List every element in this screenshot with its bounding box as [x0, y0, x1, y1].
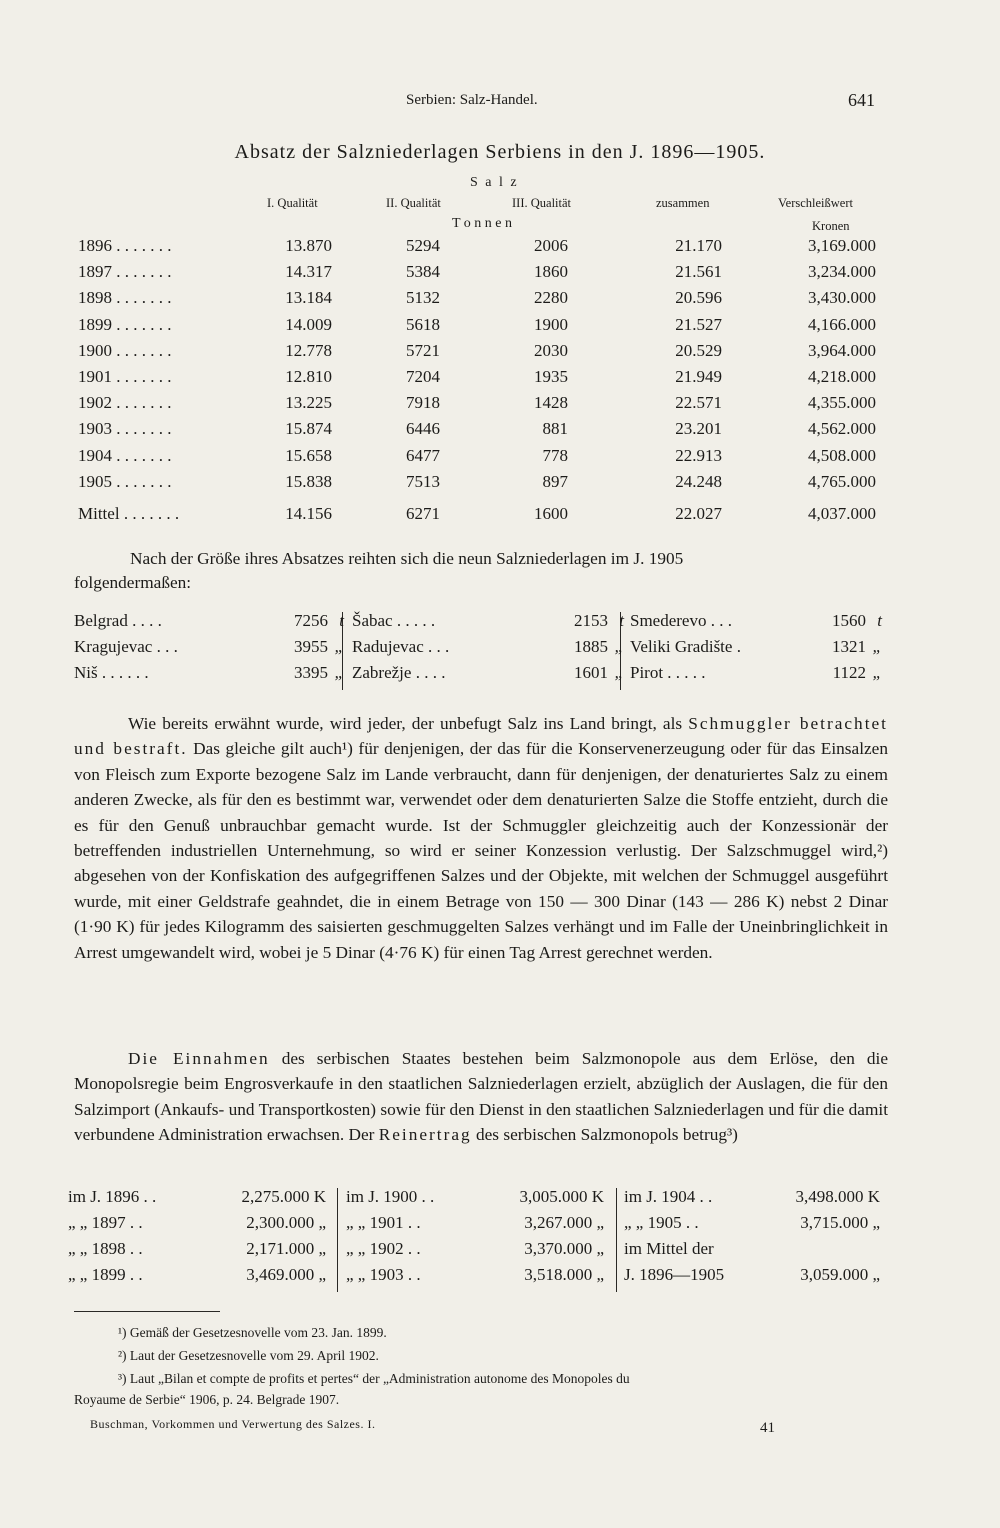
table-row — [0, 393, 1000, 418]
q1-cell: 13.870 — [285, 236, 332, 255]
q3-cell: 2030 — [534, 340, 568, 360]
year-cell: 1905 . . . . . . . — [78, 471, 172, 491]
mittel-q1: 14.156 — [285, 504, 332, 523]
revenue-item — [624, 1265, 880, 1290]
q1-cell: 14.009 — [285, 314, 332, 334]
revenue-year: „ „ 1898 . . — [68, 1239, 143, 1258]
ranking-unit: t — [619, 611, 624, 630]
table-row — [0, 419, 1000, 444]
imprint: Buschman, Vorkommen und Verwertung des Salzes. I. — [90, 1417, 376, 1431]
value-cell: 3,234.000 — [808, 262, 876, 282]
ranking-unit: t — [339, 611, 344, 630]
revenue-divider-2 — [616, 1188, 617, 1292]
revenue-item — [346, 1239, 604, 1264]
q2-cell: 6446 — [406, 419, 440, 439]
q2-cell: 5132 — [406, 288, 440, 308]
revenue-year: „ „ 1899 . . — [68, 1265, 143, 1284]
ranking-item — [352, 611, 630, 635]
value-cell: 3,964.000 — [808, 340, 876, 360]
paragraph-revenue: Die Einnahmen des serbischen Staates bestehen beim Salzmonopole aus dem Erlöse, den die Monopolsregie beim Engrosverkaufe in den staatlichen Salzniederlagen erzielt, abzüglich der Auslagen, die für den Salzimport (Ankaufs- und Transportkosten) sowie für den Dienst in den staatlichen Salzniederlagen und für die damit verbundene Administration erwachsen. Der Reinertrag des serbischen Salzmonopols betrug³) — [74, 1049, 888, 1145]
year-cell: 1902 . . . . . . . — [78, 393, 172, 413]
ranking-item — [352, 637, 630, 661]
q1-cell: 13.225 — [285, 393, 332, 413]
revenue-item — [68, 1265, 326, 1290]
ranking-place: Pirot . . . . . — [630, 663, 706, 682]
ranking-place: Šabac . . . . . — [352, 611, 436, 630]
q1-cell: 15.874 — [285, 419, 332, 439]
revenue-amount: 3,370.000 „ — [524, 1239, 604, 1258]
ranking-place: Smederevo . . . — [630, 611, 732, 630]
revenue-item — [624, 1239, 880, 1264]
ranking-place: Belgrad . . . . — [74, 611, 162, 630]
table-row — [0, 315, 1000, 340]
total-cell: 22.571 — [675, 393, 722, 413]
column-header-q3: III. Qualität — [512, 196, 572, 210]
q3-cell: 1935 — [534, 367, 568, 386]
revenue-amount: 3,469.000 „ — [246, 1265, 326, 1284]
q2-cell: 5384 — [406, 262, 440, 282]
year-cell: 1898 . . . . . . . — [78, 288, 172, 308]
q2-cell: 5618 — [406, 314, 440, 334]
total-cell: 21.561 — [675, 262, 722, 282]
mittel-q3: 1600 — [534, 504, 568, 523]
emphasis-reinertrag: Reinertrag — [378, 1125, 472, 1145]
q1-cell: 15.838 — [285, 471, 332, 491]
total-cell: 23.201 — [675, 419, 722, 439]
value-cell: 3,430.000 — [808, 288, 876, 308]
year-cell: 1896 . . . . . . . — [78, 236, 172, 255]
revenue-item — [624, 1213, 880, 1238]
value-cell: 4,355.000 — [808, 393, 876, 413]
revenue-item — [624, 1187, 880, 1212]
ranking-intro: Nach der Größe ihres Absatzes reihten sich die neun Salzniederlagen im J. 1905 — [130, 549, 684, 568]
revenue-amount: 2,171.000 „ — [246, 1239, 326, 1258]
table-row — [0, 341, 1000, 366]
revenue-item — [68, 1187, 326, 1212]
ranking-amount: 1885 — [574, 637, 608, 656]
ranking-item — [74, 663, 350, 687]
ranking-item — [74, 611, 350, 635]
ranking-item — [630, 637, 888, 661]
revenue-year: „ „ 1901 . . — [346, 1213, 421, 1232]
total-cell: 21.170 — [675, 236, 722, 255]
footnote-3: ³) Laut „Bilan et compte de profits et pertes“ der „Administration autonome des Monopoles du — [118, 1371, 630, 1386]
revenue-year: „ „ 1905 . . — [624, 1213, 699, 1232]
ranking-amount: 1601 — [574, 663, 608, 682]
q2-cell: 7204 — [406, 367, 440, 386]
revenue-amount: 3,005.000 K — [519, 1187, 604, 1206]
ranking-unit: „ — [872, 637, 882, 656]
q3-cell: 2006 — [534, 236, 568, 255]
revenue-year: im Mittel der — [624, 1239, 714, 1258]
column-header-value: Verschleißwert — [778, 196, 853, 210]
ranking-amount: 1122 — [832, 663, 866, 682]
ranking-place: Kragujevac . . . — [74, 637, 178, 656]
emphasis-einnahmen: Die Einnahmen — [128, 1049, 270, 1068]
table-row — [0, 472, 1000, 497]
ranking-unit: „ — [614, 637, 624, 656]
q3-cell: 881 — [542, 419, 568, 439]
revenue-amount: 3,059.000 „ — [800, 1265, 880, 1284]
signature-mark: 41 — [760, 1420, 775, 1436]
revenue-year: „ „ 1903 . . — [346, 1265, 421, 1284]
revenue-amount: 2,275.000 K — [241, 1187, 326, 1206]
footnote-rule — [74, 1311, 220, 1312]
q2-cell: 5294 — [406, 236, 440, 255]
q2-cell: 5721 — [406, 340, 440, 360]
ranking-unit: „ — [614, 663, 624, 682]
revenue-item — [346, 1265, 604, 1290]
revenue-year: im J. 1900 . . — [346, 1187, 435, 1206]
revenue-amount: 3,498.000 K — [795, 1187, 880, 1206]
ranking-item — [352, 663, 630, 687]
footnote-3-cont: Royaume de Serbie“ 1906, p. 24. Belgrade 1907. — [74, 1392, 340, 1407]
mittel-label: Mittel . . . . . . . — [78, 504, 180, 523]
revenue-year: im J. 1904 . . — [624, 1187, 713, 1206]
revenue-item — [68, 1213, 326, 1238]
revenue-amount: 3,715.000 „ — [800, 1213, 880, 1232]
ranking-amount: 3955 — [294, 637, 328, 656]
table-row — [0, 262, 1000, 287]
footnote-1: ¹) Gemäß der Gesetzesnovelle vom 23. Jan. 1899. — [118, 1325, 387, 1340]
year-cell: 1900 . . . . . . . — [78, 340, 172, 360]
revenue-year: J. 1896—1905 — [624, 1265, 725, 1284]
value-cell: 4,218.000 — [808, 367, 876, 386]
table-group-header: S a l z — [470, 175, 519, 190]
q2-cell: 6477 — [406, 445, 440, 465]
page-number: 641 — [848, 90, 875, 110]
ranking-amount: 7256 — [294, 611, 328, 630]
q1-cell: 12.778 — [285, 340, 332, 360]
mittel-row — [0, 504, 1000, 529]
revenue-year: „ „ 1902 . . — [346, 1239, 421, 1258]
ranking-intro-cont: folgendermaßen: — [74, 573, 192, 592]
revenue-amount: 2,300.000 „ — [246, 1213, 326, 1232]
year-cell: 1901 . . . . . . . — [78, 367, 172, 386]
revenue-amount: 3,267.000 „ — [524, 1213, 604, 1232]
revenue-amount: 3,518.000 „ — [524, 1265, 604, 1284]
revenue-item — [346, 1187, 604, 1212]
total-cell: 22.913 — [675, 445, 722, 465]
ranking-item — [630, 611, 888, 635]
value-cell: 4,562.000 — [808, 419, 876, 439]
q3-cell: 2280 — [534, 288, 568, 308]
table-row — [0, 288, 1000, 313]
total-cell: 21.527 — [675, 314, 722, 334]
revenue-year: im J. 1896 . . — [68, 1187, 157, 1206]
total-cell: 20.529 — [675, 340, 722, 360]
ranking-unit: „ — [334, 663, 344, 682]
q3-cell: 1860 — [534, 262, 568, 282]
ranking-amount: 1321 — [832, 637, 866, 656]
year-cell: 1899 . . . . . . . — [78, 314, 172, 334]
q3-cell: 1900 — [534, 314, 568, 334]
q1-cell: 15.658 — [285, 445, 332, 465]
q3-cell: 897 — [542, 471, 568, 491]
value-cell: 4,166.000 — [808, 314, 876, 334]
unit-kronen: Kronen — [812, 219, 850, 233]
value-cell: 4,765.000 — [808, 471, 876, 491]
footnote-2: ²) Laut der Gesetzesnovelle vom 29. April 1902. — [118, 1348, 379, 1363]
emphasis-smuggler: Schmuggler betrachtet und bestraft. — [74, 714, 888, 759]
revenue-year: „ „ 1897 . . — [68, 1213, 143, 1232]
paragraph-smuggling: Wie bereits erwähnt wurde, wird jeder, der unbefugt Salz ins Land bringt, als Schmuggler betrachtet und bestraft. Das gleiche gilt auch¹) für denjenigen, der das für die Konservenerzeugung oder für das Einsalzen von Fleisch zum Exporte bezogene Salz im Lande verbraucht, dann für denjenigen, der denaturiertes Salz zu einem anderen Zwecke, als für den es bestimmt war, verwendet oder dem denaturierten Salze die Stoffe entzieht, durch die es für den Genuß unbrauchbar gemacht wurde. Ist der Schmuggler gleichzeitig auch der Konzessionär der betreffenden industriellen Unternehmung, so wird er seiner Konzession verlustig. Der Salzschmuggel wird,²) abgesehen von der Konfiskation des aufgegriffenen Salzes und der Objekte, mit welchen der Schmuggel ausgeführt wurde, mit einer Geldstrafe geahndet, die in einem Betrage von 150 — 300 Dinar (143 — 286 K) nebst 2 Dinar (1·90 K) für jedes Kilogramm des saisierten geschmuggelten Salzes verhängt und im Falle der Uneinbringlichkeit in Arrest umgewandelt wird, wobei je 5 Dinar (4·76 K) für einen Tag Arrest gerechnet werden. — [74, 714, 888, 962]
q2-cell: 7513 — [406, 471, 440, 491]
ranking-place: Radujevac . . . — [352, 637, 450, 656]
column-header-q2: II. Qualität — [386, 196, 441, 210]
year-cell: 1903 . . . . . . . — [78, 419, 172, 439]
revenue-item — [68, 1239, 326, 1264]
ranking-amount: 3395 — [294, 663, 328, 682]
ranking-amount: 2153 — [574, 611, 608, 630]
ranking-place: Niš . . . . . . — [74, 663, 149, 682]
ranking-unit: t — [877, 611, 882, 630]
ranking-unit: „ — [334, 637, 344, 656]
q1-cell: 12.810 — [285, 367, 332, 386]
q1-cell: 14.317 — [285, 262, 332, 282]
ranking-unit: „ — [872, 663, 882, 682]
value-cell: 3,169.000 — [808, 236, 876, 255]
table-row — [0, 236, 1000, 261]
column-header-q1: I. Qualität — [267, 196, 318, 210]
q1-cell: 13.184 — [285, 288, 332, 308]
total-cell: 21.949 — [675, 367, 722, 386]
q3-cell: 1428 — [534, 393, 568, 413]
ranking-amount: 1560 — [832, 611, 866, 630]
q2-cell: 7918 — [406, 393, 440, 413]
total-cell: 24.248 — [675, 471, 722, 491]
revenue-item — [346, 1213, 604, 1238]
column-header-total: zusammen — [656, 196, 710, 210]
year-cell: 1904 . . . . . . . — [78, 445, 172, 465]
mittel-q2: 6271 — [406, 504, 440, 523]
revenue-divider-1 — [337, 1188, 338, 1292]
mittel-value: 4,037.000 — [808, 504, 876, 523]
q3-cell: 778 — [542, 445, 568, 465]
ranking-item — [74, 637, 350, 661]
table-title: Absatz der Salzniederlagen Serbiens in den J. 1896—1905. — [234, 141, 766, 163]
table-row — [0, 446, 1000, 471]
total-cell: 20.596 — [675, 288, 722, 308]
ranking-place: Veliki Gradište . — [630, 637, 741, 656]
unit-tonnen: T o n n e n — [452, 216, 513, 231]
ranking-place: Zabrežje . . . . — [352, 663, 446, 682]
mittel-total: 22.027 — [675, 504, 722, 523]
running-head: Serbien: Salz-Handel. — [406, 92, 538, 108]
value-cell: 4,508.000 — [808, 445, 876, 465]
ranking-item — [630, 663, 888, 687]
year-cell: 1897 . . . . . . . — [78, 262, 172, 282]
table-row — [0, 367, 1000, 392]
